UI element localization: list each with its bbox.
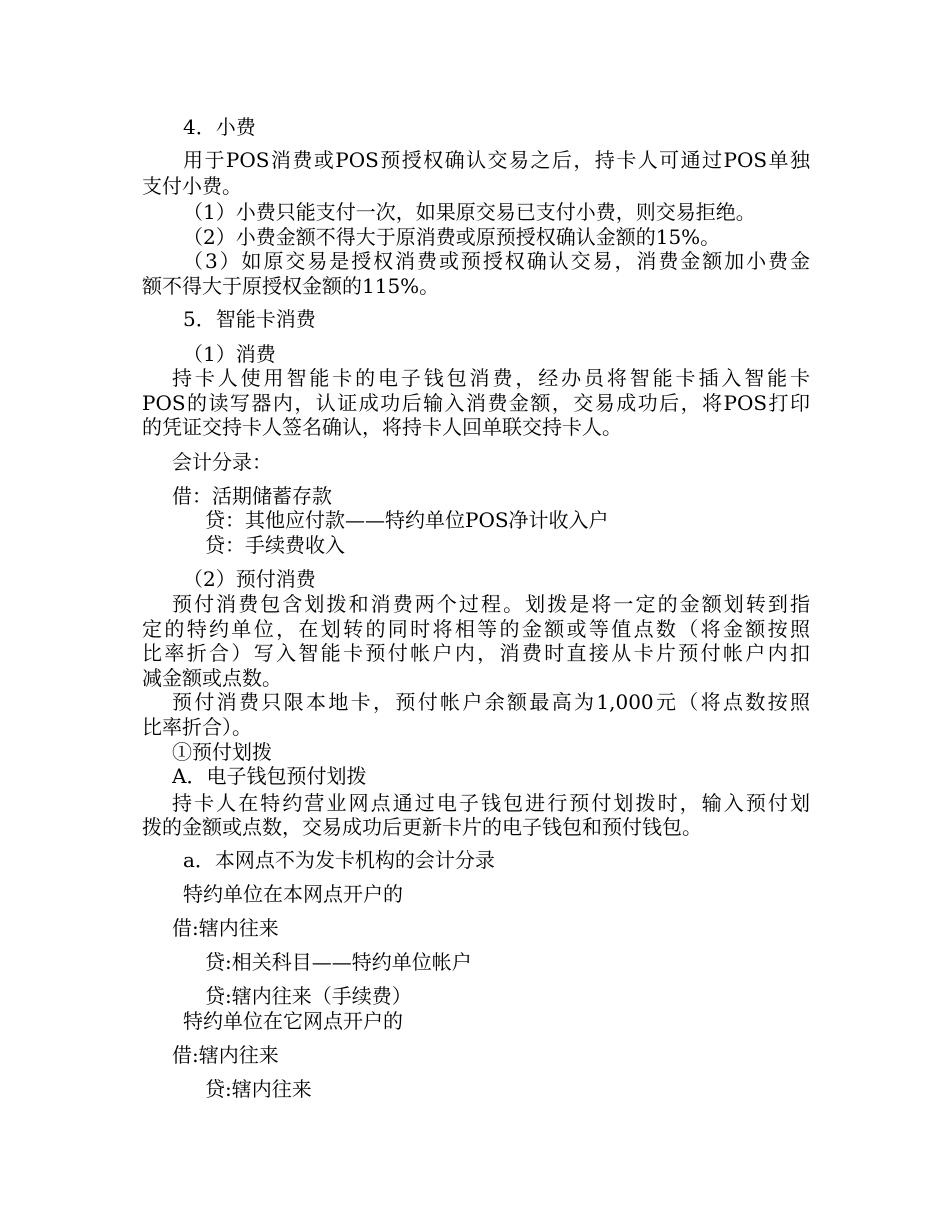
credit-entry: 贷:辖内往来 [205,1077,312,1101]
paragraph-line: 持卡人在特约营业网点通过电子钱包进行预付划拨时，输入预付划 [172,791,810,815]
paragraph-line: 支付小费。 [142,174,242,198]
accounting-entry-label: 会计分录： [172,450,272,474]
paragraph-line: 的凭证交持卡人签名确认，将持卡人回单联交持卡人。 [142,415,622,439]
heading-smart-card: 5．智能卡消费 [183,307,316,331]
credit-entry: 贷：手续费收入 [205,533,345,557]
subheading-accounting-a: a．本网点不为发卡机构的会计分录 [183,848,495,872]
paragraph-line: 减金额或点数。 [142,666,282,690]
paragraph-line: 用于POS消费或POS预授权确认交易之后，持卡人可通过POS单独 [183,148,810,172]
debit-entry: 借：活期储蓄存款 [172,484,332,508]
credit-entry: 贷:相关科目——特约单位帐户 [205,950,472,974]
paragraph-line: POS的读写器内，认证成功后输入消费金额，交易成功后，将POS打印 [142,391,810,415]
paragraph-line: 额不得大于原授权金额的115%。 [142,274,440,298]
paragraph-line: 预付消费包含划拨和消费两个过程。划拨是将一定的金额划转到指 [172,592,810,616]
paragraph-line: 预付消费只限本地卡，预付帐户余额最高为1,000元（将点数按照 [172,690,810,714]
paragraph-line: 比率折合）写入智能卡预付帐户内，消费时直接从卡片预付帐户内扣 [142,641,810,665]
credit-entry: 贷：其他应付款——特约单位POS净计收入户 [205,508,609,532]
subheading-prepaid: （2）预付消费 [183,567,316,591]
subheading-prepaid-transfer: ①预付划拨 [172,740,272,764]
case-label: 特约单位在本网点开户的 [183,882,403,906]
list-item-3: （3）如原交易是授权消费或预授权确认交易，消费金额加小费金 [183,249,810,273]
paragraph-line: 持卡人使用智能卡的电子钱包消费，经办员将智能卡插入智能卡 [172,366,810,390]
case-label: 特约单位在它网点开户的 [183,1009,403,1033]
subheading-e-wallet-transfer: A．电子钱包预付划拨 [172,764,367,788]
paragraph-line: 定的特约单位，在划转的同时将相等的金额或等值点数（将金额按照 [142,617,810,641]
heading-tips: 4．小费 [183,115,256,139]
list-item-2: （2）小费金额不得大于原消费或原预授权确认金额的15%。 [183,225,721,249]
list-item-1: （1）小费只能支付一次，如果原交易已支付小费，则交易拒绝。 [183,200,756,224]
debit-entry: 借:辖内往来 [172,916,279,940]
debit-entry: 借:辖内往来 [172,1043,279,1067]
paragraph-line: 比率折合）。 [142,715,252,739]
subheading-consumption: （1）消费 [183,342,276,366]
paragraph-line: 拨的金额或点数，交易成功后更新卡片的电子钱包和预付钱包。 [142,815,702,839]
credit-entry: 贷:辖内往来（手续费） [205,984,412,1008]
